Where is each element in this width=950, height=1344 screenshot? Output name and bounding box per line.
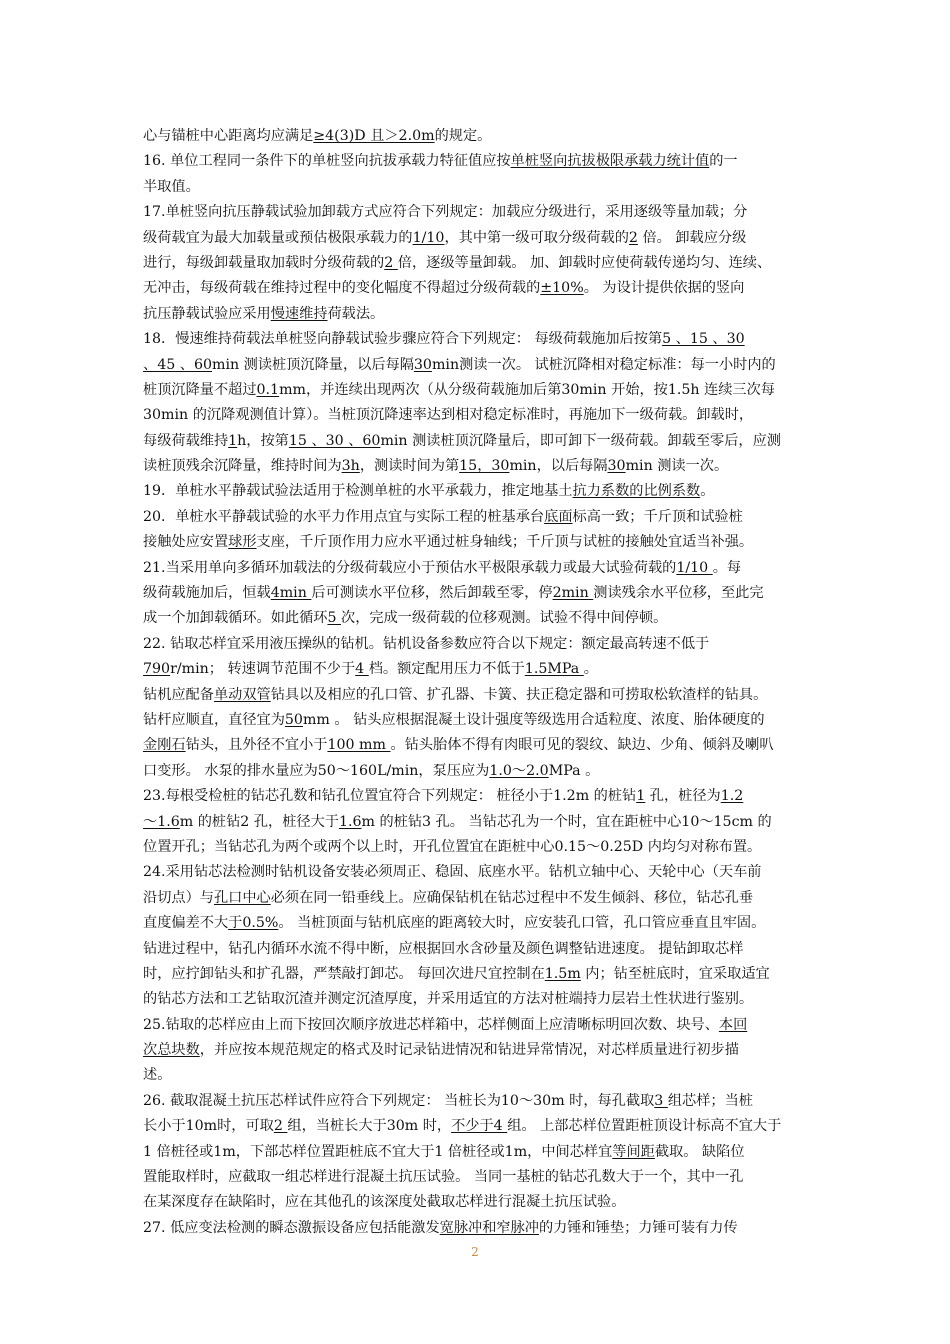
text-line [143, 1140, 855, 1165]
text-line [143, 429, 855, 454]
text-line [143, 1114, 855, 1139]
text-segment: 27. 低应变法检测的瞬态激振设备应包括能激发 [143, 1219, 440, 1236]
underlined-answer: 1 [636, 788, 646, 805]
text-segment: 。 当桩顶面与钻机底座的距离较大时，应安装孔口管，孔口管应垂直且牢固。 [278, 915, 766, 932]
underlined-answer: 孔口中心 [213, 889, 271, 906]
underlined-answer: ≥4(3)D 且＞2.0m [313, 128, 435, 144]
text-segment: 每级荷载维持 [143, 432, 229, 449]
underlined-answer: 1.5m [544, 965, 581, 982]
underlined-answer: 1.6 [338, 813, 362, 830]
text-line [143, 632, 855, 657]
text-line [143, 1063, 855, 1088]
text-segment: 无冲击，每级荷载在维持过程中的变化幅度不得超过分级荷载的 [143, 280, 541, 297]
text-segment: 半取值。 [143, 178, 200, 195]
text-line [143, 124, 855, 149]
underlined-answer: 15，30 [459, 458, 510, 475]
text-line [143, 581, 855, 606]
text-segment: ，其中第一级可取分级荷载的 [444, 229, 629, 246]
text-segment: 截取。 缺陷位 [654, 1143, 745, 1160]
underlined-answer: 单桩竖向抗拔极限承载力统计值 [510, 153, 710, 170]
text-segment: 位置开孔；当钻芯孔为两个或两个以上时，开孔位置宜在距桩中心0.15～0.25D 内均匀对称布置。 [143, 838, 762, 855]
text-segment: 的钻芯方法和工艺钻取沉渣并测定沉渣厚度，并采用适宜的方法对桩端持力层岩土性状进行鉴别。 [143, 991, 754, 1008]
text-segment: 30min 的沉降观测值计算）。当桩顶沉降速率达到相对稳定标准时，再施加下一级荷载。卸载时， [143, 407, 754, 424]
text-segment: 。 [583, 661, 598, 678]
text-segment: 直度偏差不大 [143, 915, 229, 932]
underlined-answer: 30 [607, 458, 626, 475]
underlined-answer: 790 [143, 661, 171, 678]
text-segment: 支座，千斤顶作用力应水平通过桩身轴线；千斤顶与试桩的接触处宜适当补强。 [256, 534, 754, 551]
text-line [143, 987, 855, 1012]
text-segment: 20．单桩水平静载试验的水平力作用点宜与实际工程的桩基承台 [143, 508, 545, 525]
text-segment: 述。 [143, 1067, 172, 1084]
text-line [143, 784, 855, 809]
underlined-answer: 抗力系数的比例系数 [572, 483, 701, 500]
text-segment: 1 倍桩径或1m，下部芯样位置距桩底不宜大于1 倍桩径或1m，中间芯样宜 [143, 1143, 613, 1160]
text-segment: 进行，每级卸载量取加载时分级荷载的 [143, 254, 385, 271]
text-line [143, 200, 855, 225]
text-line [143, 606, 855, 631]
underlined-answer: 3 [654, 1092, 668, 1109]
text-segment: 口变形。 水泵的排水量应为50～160L/min，泵压应为 [143, 762, 490, 779]
underlined-answer: 3h [341, 458, 360, 475]
underlined-answer: 等间距 [612, 1143, 655, 1160]
underlined-answer: 1.0～2.0 [489, 762, 549, 779]
text-segment: 钻头，且外径不宜小于 [185, 737, 328, 754]
text-segment: 19．单桩水平静载试验法适用于检测单桩的水平承载力，推定地基土 [143, 483, 573, 500]
underlined-answer: 慢速维持 [270, 305, 328, 322]
underlined-answer: 于0.5% [228, 915, 279, 932]
text-line [143, 810, 855, 835]
text-line [143, 886, 855, 911]
text-segment: 钻具以及相应的孔口管、扩孔器、卡簧、扶正稳定器和可捞取松软渣样的钻具。 [270, 686, 768, 703]
text-segment: 时，应拧卸钻头和扩孔器，严禁敲打卸芯。 每回次进尺宜控制在 [143, 965, 545, 982]
text-segment: 孔，桩径为 [645, 788, 721, 805]
text-segment: 23.每根受检桩的钻芯孔数和钻孔位置宜符合下列规定： 桩径小于1.2m 的桩钻 [143, 788, 637, 805]
underlined-answer: 底面 [544, 508, 573, 525]
text-segment: 的一 [709, 153, 738, 170]
text-segment: m 的桩钻3 孔。 当钻芯孔为一个时，宜在距桩中心10～15cm 的 [361, 813, 772, 830]
text-segment: 置能取样时，应截取一组芯样进行混凝土抗压试验。 当同一基桩的钻芯孔数大于一个，其中一孔 [143, 1169, 744, 1186]
underlined-answer: ～1.6 [143, 813, 180, 830]
text-segment: 16. 单位工程同一条件下的单桩竖向抗拔承载力特征值应按 [143, 153, 511, 170]
text-line [143, 479, 855, 504]
underlined-answer: 50 [284, 711, 303, 728]
underlined-answer: 100 mm [327, 737, 391, 754]
text-segment: 。每 [712, 559, 742, 576]
text-segment: h，按第 [237, 432, 289, 449]
text-line [143, 911, 855, 936]
page-number: 2 [471, 1245, 479, 1259]
underlined-answer: 5 [327, 610, 341, 627]
underlined-answer: 1.5MPa [524, 661, 584, 678]
underlined-answer: 2 [628, 229, 638, 246]
text-segment: 26. 截取混凝土抗压芯样试件应符合下列规定： 当桩长为10～30m 时，每孔截取 [143, 1092, 655, 1109]
text-line [143, 1165, 855, 1190]
text-line [143, 1190, 855, 1215]
text-segment: 25.钻取的芯样应由上而下按回次顺序放进芯样箱中，芯样侧面上应清晰标明回次数、块号、 [143, 1016, 719, 1033]
text-segment: 长小于10m时，可取 [143, 1118, 274, 1135]
text-segment: 荷载法。 [327, 305, 385, 322]
underlined-answer: 宽脉冲和窄脉冲 [439, 1219, 539, 1236]
text-segment: 组。 上部芯样位置距桩顶设计标高不宜大于 [507, 1118, 782, 1135]
text-segment: 测读残余水平位移，至此完 [593, 585, 764, 602]
text-segment: 桩顶沉降量不超过 [143, 381, 257, 398]
text-line [143, 302, 855, 327]
text-segment: MPa 。 [548, 762, 600, 779]
text-segment: 读桩顶残余沉降量，维持时间为 [143, 458, 342, 475]
text-segment: ，测读时间为第 [359, 458, 460, 475]
underlined-answer: 次总块数 [143, 1042, 200, 1059]
text-line [143, 556, 855, 581]
text-line [143, 226, 855, 251]
underlined-answer: 0.1 [256, 381, 280, 398]
text-segment: 成一个加卸载循环。如此循环 [143, 610, 328, 627]
text-segment: 档。额定配用压力不低于 [368, 661, 525, 678]
text-line [143, 353, 855, 378]
text-line [143, 251, 855, 276]
underlined-answer: 1.2 [720, 788, 744, 805]
text-segment: mm 。 钻头应根据混凝土设计强度等级选用合适粒度、浓度、胎体硬度的 [302, 711, 765, 728]
text-line [143, 683, 855, 708]
underlined-answer: 2 [273, 1118, 288, 1135]
underlined-answer: 单动双管 [213, 686, 271, 703]
underlined-answer: 不少于4 [451, 1118, 508, 1135]
text-segment: 在某深度存在缺陷时，应在其他孔的该深度处截取芯样进行混凝土抗压试验。 [143, 1194, 626, 1211]
underlined-answer: 金刚石 [143, 737, 186, 754]
underlined-answer: 15 、30 、60 [288, 432, 381, 449]
underlined-answer: 2 [384, 254, 398, 271]
text-segment: 。钻头胎体不得有肉眼可见的裂纹、缺边、少角、倾斜及喇叭 [390, 737, 774, 754]
text-segment: 24.采用钻芯法检测时钻机设备安装必须周正、稳固、底座水平。钻机立轴中心、天轮中心（天车前 [143, 864, 762, 881]
text-segment: 心与锚桩中心距离均应满足 [143, 128, 314, 144]
text-segment: 沿切点）与 [143, 889, 214, 906]
text-segment: 17.单桩竖向抗压静载试验加卸载方式应符合下列规定：加载应分级进行，采用逐级等量加载；分 [143, 204, 748, 221]
underlined-answer: ±10% [540, 280, 584, 297]
text-line [143, 276, 855, 301]
text-segment: ，并应按本规范规定的格式及时记录钻进情况和钻进异常情况，对芯样质量进行初步描 [199, 1042, 739, 1059]
text-segment: 钻进过程中，钻孔内循环水流不得中断，应根据回水含砂量及颜色调整钻进速度。 提钻卸取芯样 [143, 940, 744, 957]
text-line [143, 378, 855, 403]
underlined-answer: 30 [413, 356, 432, 373]
text-line [143, 403, 855, 428]
text-line [143, 149, 855, 174]
underlined-answer: 1 [228, 432, 238, 449]
text-segment: 组，当桩长大于30m 时， [287, 1118, 452, 1135]
text-segment: min，以后每隔 [509, 458, 608, 475]
text-line [143, 1089, 855, 1114]
text-line [143, 505, 855, 530]
text-line [143, 530, 855, 555]
text-line [143, 708, 855, 733]
text-segment: 21.当采用单向多循环加载法的分级荷载应小于预估水平极限承载力或最大试验荷载的 [143, 559, 677, 576]
underlined-answer: 1/10 [676, 559, 713, 576]
underlined-answer: 4min [270, 585, 312, 602]
text-segment: 22. 钻取芯样宜采用液压操纵的钻机。钻机设备参数应符合以下规定：额定最高转速不低于 [143, 635, 710, 652]
text-line [143, 937, 855, 962]
text-segment: 倍。 卸载应分级 [637, 229, 747, 246]
text-segment: 内；钻至桩底时，宜采取适宜 [580, 965, 770, 982]
text-segment: 的规定。 [434, 128, 492, 144]
text-line [143, 1038, 855, 1063]
underlined-answer: 2min [552, 585, 594, 602]
text-segment: 接触处应安置 [143, 534, 229, 551]
text-line [143, 1216, 855, 1241]
text-segment: 级荷载宜为最大加载量或预估极限承载力的 [143, 229, 413, 246]
document-body [143, 124, 855, 1241]
text-segment: 后可测读水平位移，然后卸载至零，停 [311, 585, 553, 602]
text-segment: m 的桩钻2 孔，桩径大于 [179, 813, 339, 830]
text-line [143, 1013, 855, 1038]
text-segment: 抗压静载试验应采用 [143, 305, 271, 322]
text-line [143, 759, 855, 784]
text-segment: 次，完成一级荷载的位移观测。试验不得中间停顿。 [341, 610, 668, 627]
underlined-answer: 5 、15 、30 [662, 331, 745, 348]
text-segment: 级荷载施加后，恒载 [143, 585, 271, 602]
text-segment: r/min； 转速调节范围不少于 [170, 661, 356, 678]
text-line [143, 327, 855, 352]
text-segment: min 测读桩顶沉降量后，即可卸下一级荷载。卸载至零后，应测 [380, 432, 781, 449]
text-segment: 。 为设计提供依据的竖向 [583, 280, 745, 297]
text-line [143, 962, 855, 987]
text-line [143, 835, 855, 860]
text-segment: 标高一致；千斤顶和试验桩 [572, 508, 743, 525]
text-segment: 倍，逐级等量卸载。 加、卸载时应使荷载传递均匀、连续、 [397, 254, 772, 271]
text-segment: 钻机应配备 [143, 686, 214, 703]
text-segment: 18．慢速维持荷载法单桩竖向静载试验步骤应符合下列规定： 每级荷载施加后按第 [143, 331, 663, 348]
text-segment: min测读一次。 试桩沉降相对稳定标准：每一小时内的 [431, 356, 776, 373]
text-line [143, 733, 855, 758]
text-line [143, 175, 855, 200]
text-segment: 必须在同一铅垂线上。应确保钻机在钻芯过程中不发生倾斜、移位，钻芯孔垂 [270, 889, 754, 906]
underlined-answer: 4 [355, 661, 369, 678]
text-line [143, 860, 855, 885]
text-segment: 的力锤和锤垫；力锤可装有力传 [538, 1219, 738, 1236]
text-segment: mm，并连续出现两次（从分级荷载施加后第30min 开始，按1.5h 连续三次每 [279, 381, 775, 398]
text-segment: min 测读桩顶沉降量，以后每隔 [212, 356, 414, 373]
text-line [143, 657, 855, 682]
text-segment: 钻杆应顺直，直径宜为 [143, 711, 285, 728]
text-segment: 组芯样；当桩 [667, 1092, 753, 1109]
text-segment: 。 [700, 483, 715, 500]
underlined-answer: 1/10 [412, 229, 445, 246]
text-segment: min 测读一次。 [625, 458, 729, 475]
text-line [143, 454, 855, 479]
underlined-answer: 球形 [228, 534, 257, 551]
underlined-answer: 本回 [718, 1016, 748, 1033]
underlined-answer: 、45 、60 [143, 356, 212, 373]
